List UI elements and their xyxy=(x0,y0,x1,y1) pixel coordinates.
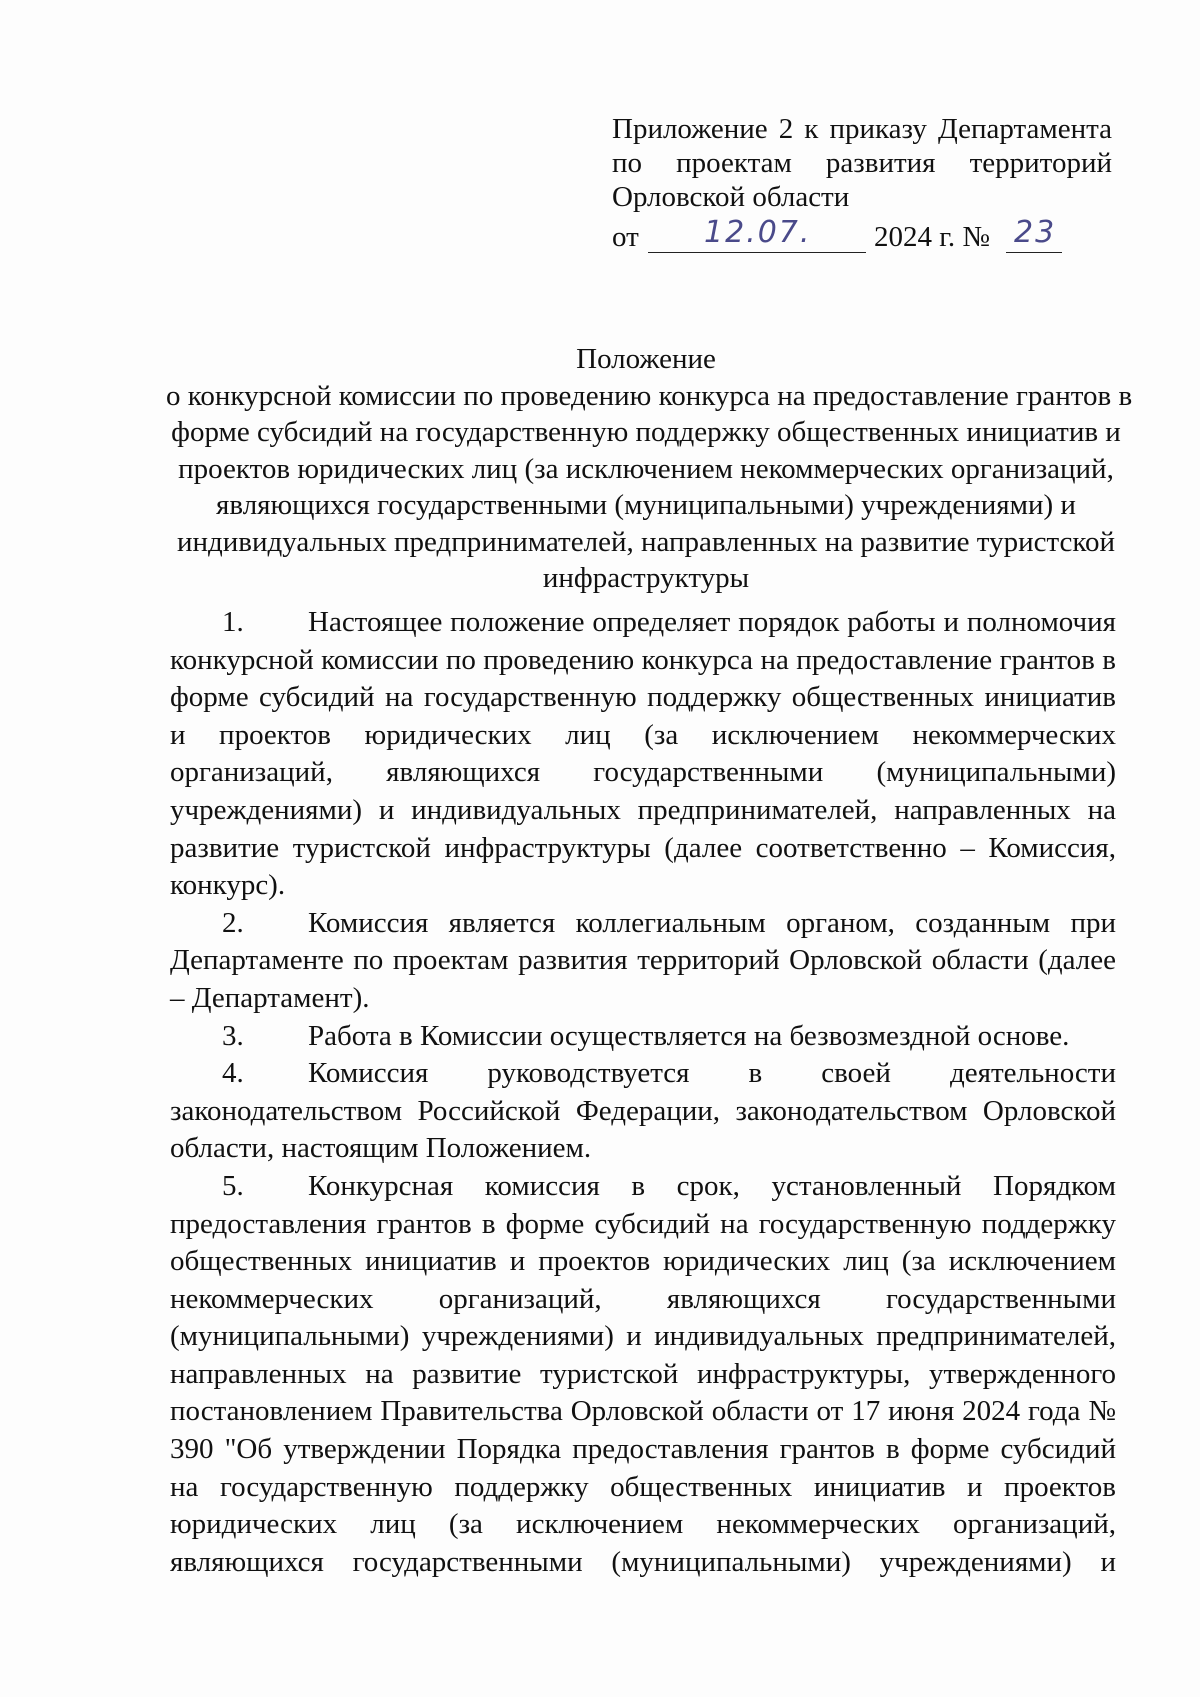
title-line: инфраструктуры xyxy=(542,562,750,594)
paragraph-text: Конкурсная комиссия в срок, установленный Порядком предоставления грантов в форме субсидий на государственную поддержку общественных инициатив и проектов юридических лиц (за исключением некоммерческих организаций, являющихся государственными (муниципальными) учреждениями) и индивидуальных предпринимателей, направленных на развитие туристской инфраструктуры, утвержденного постановлением Правительства Орловской области от 17 июня 2024 года № 390 "Об утверждении Порядка предоставления грантов в форме субсидий на государственную поддержку общественных инициатив и проектов юридических лиц (за исключением некоммерческих организаций, являющихся государственными (муниципальными) учреждениями) и xyxy=(170,1169,1116,1578)
order-date-row xyxy=(612,214,1112,254)
date-prefix: от xyxy=(612,221,639,253)
appendix-line-2: по проектам развития территорий xyxy=(612,147,1112,179)
paragraph-1 xyxy=(170,604,1116,905)
title-line: форме субсидий на государственную поддержку общественных инициатив и xyxy=(171,416,1121,448)
title-heading: Положение xyxy=(576,343,716,375)
paragraph-text: Работа в Комиссии осуществляется на безвозмездной основе. xyxy=(308,1019,1070,1052)
title-line: о конкурсной комиссии по проведению конкурса на предоставление грантов в xyxy=(166,379,1133,412)
appendix-header xyxy=(612,112,1112,254)
paragraph-text: Настоящее положение определяет порядок работы и полномочия конкурсной комиссии по проведению конкурса на предоставление грантов в форме субсидий на государственную поддержку общественных инициатив и проектов юридических лиц (за исключением некоммерческих организаций, являющихся государственными (муниципальными) учреждениями) и индивидуальных предпринимателей, направленных на развитие туристской инфраструктуры (далее соответственно – Комиссия, конкурс). xyxy=(170,606,1116,902)
handwritten-order-number: 23 xyxy=(1014,215,1057,250)
paragraph-number: 3. xyxy=(222,1019,244,1052)
paragraph-text: Комиссия является коллегиальным органом, созданным при Департаменте по проектам развития территорий Орловской области (далее – Департамент). xyxy=(170,906,1116,1014)
title-line: проектов юридических лиц (за исключением некоммерческих организаций, xyxy=(178,452,1114,485)
title-line: индивидуальных предпринимателей, направленных на развитие туристской xyxy=(176,525,1116,558)
date-underline xyxy=(648,252,866,253)
document-body xyxy=(170,604,1116,1581)
number-underline xyxy=(1006,252,1062,253)
paragraph-5 xyxy=(170,1168,1116,1582)
paragraph-number: 2. xyxy=(222,906,244,939)
appendix-line-1: Приложение 2 к приказу Департамента xyxy=(612,113,1112,145)
appendix-line-3: Орловской области xyxy=(612,181,850,213)
order-year-number-label: 2024 г. № xyxy=(874,221,991,253)
document-title xyxy=(166,341,1133,597)
paragraph-3 xyxy=(170,1018,1116,1056)
handwritten-date: 12.07. xyxy=(704,215,812,250)
paragraph-number: 5. xyxy=(222,1169,244,1202)
paragraph-number: 4. xyxy=(222,1057,244,1090)
paragraph-number: 1. xyxy=(222,606,244,638)
paragraph-4 xyxy=(170,1055,1116,1168)
paragraph-2 xyxy=(170,905,1116,1018)
paragraph-text: Комиссия руководствуется в своей деятельности законодательством Российской Федерации, законодательством Орловской области, настоящим Положением. xyxy=(170,1057,1116,1165)
title-line: являющихся государственными (муниципальными) учреждениями) и xyxy=(216,489,1076,521)
